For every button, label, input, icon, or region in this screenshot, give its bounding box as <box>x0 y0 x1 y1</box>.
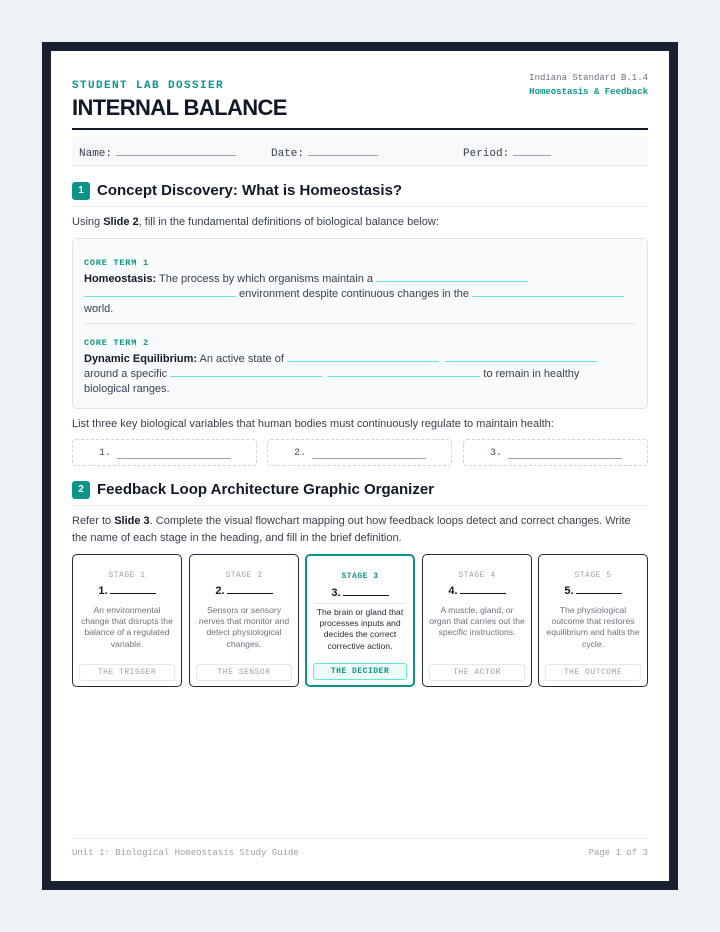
stage-card-highlighted <box>305 554 415 687</box>
header-divider <box>72 128 648 130</box>
stage-tag: THE ACTOR <box>429 664 525 681</box>
section-1-number: 1 <box>72 182 90 200</box>
variable-answer-box[interactable]: 1. <box>72 439 257 466</box>
variables-prompt: List three key biological variables that human bodies must continuously regulate to maintain health: <box>72 418 554 430</box>
stage-label: STAGE 4 <box>458 571 496 580</box>
stage-card <box>72 554 182 687</box>
stage-name-blank[interactable]: 1. <box>73 585 181 597</box>
footer-divider <box>72 838 648 839</box>
document-kicker: STUDENT LAB DOSSIER <box>72 80 225 92</box>
stage-name-blank[interactable]: 2. <box>190 585 298 597</box>
stage-description: An environmental change that disrupts the balance of a regulated variable. <box>81 605 173 649</box>
stage-tag: THE OUTCOME <box>545 664 641 681</box>
stage-name-blank[interactable]: 5. <box>539 585 647 597</box>
blank-input[interactable] <box>376 272 528 282</box>
card-divider <box>83 323 637 324</box>
stage-card <box>422 554 532 687</box>
stage-description: The physiological outcome that restores equilibrium and halts the cycle. <box>546 605 640 649</box>
section-1-divider <box>72 206 648 207</box>
stage-label: STAGE 3 <box>341 572 379 581</box>
variable-answer-box[interactable]: 2. <box>267 439 452 466</box>
stage-card <box>538 554 648 687</box>
blank-input[interactable] <box>84 287 236 297</box>
core-term-1-definition: Homeostasis: The process by which organisms maintain a environment despite continuous changes in the world. <box>84 272 636 317</box>
core-term-1-tag: CORE TERM 1 <box>84 258 149 268</box>
student-info-bar <box>72 136 648 166</box>
section-1-instructions: Using Slide 2, fill in the fundamental definitions of biological balance below: <box>72 216 439 228</box>
blank-input[interactable] <box>445 352 597 362</box>
period-field[interactable]: Period: <box>463 146 551 160</box>
core-term-2-definition: Dynamic Equilibrium: An active state of around a specific to remain in healthy biological ranges. <box>84 352 636 397</box>
blank-input[interactable] <box>170 367 322 377</box>
worksheet-page <box>51 51 669 881</box>
stage-tag: THE DECIDER <box>313 663 407 680</box>
stage-tag: THE SENSOR <box>196 664 292 681</box>
footer-unit-label: Unit 1: Biological Homeostasis Study Guide <box>72 848 299 858</box>
stage-description: The brain or gland that processes inputs and decides the correct corrective action. <box>316 607 404 651</box>
stage-name-blank[interactable]: 4. <box>423 585 531 597</box>
standard-label: Indiana Standard B.1.4 <box>529 73 648 83</box>
page-number: Page 1 of 3 <box>588 848 648 858</box>
stage-description: Sensors or sensory nerves that monitor and detect physiological changes. <box>198 605 290 649</box>
stage-label: STAGE 1 <box>108 571 146 580</box>
core-term-2-tag: CORE TERM 2 <box>84 338 149 348</box>
name-field[interactable]: Name: <box>79 146 236 160</box>
blank-input[interactable] <box>472 287 624 297</box>
topic-label: Homeostasis & Feedback <box>529 87 648 97</box>
date-field[interactable]: Date: <box>271 146 378 160</box>
stage-label: STAGE 5 <box>574 571 612 580</box>
stage-separator <box>315 603 405 604</box>
variable-answer-box[interactable]: 3. <box>463 439 648 466</box>
section-2-instructions: Refer to Slide 3. Complete the visual flowchart mapping out how feedback loops detect and correct changes. Write the name of each stage in the heading, and fill in the brief definition. <box>72 515 631 544</box>
stage-label: STAGE 2 <box>225 571 263 580</box>
blank-input[interactable] <box>328 367 480 377</box>
section-2-title: Feedback Loop Architecture Graphic Organizer <box>97 481 435 498</box>
section-1-title: Concept Discovery: What is Homeostasis? <box>97 182 403 199</box>
section-2-number: 2 <box>72 481 90 499</box>
stage-card <box>189 554 299 687</box>
stage-description: A muscle, gland, or organ that carries out the specific instructions. <box>429 605 525 638</box>
section-2-divider <box>72 505 648 506</box>
page-title: INTERNAL BALANCE <box>72 95 287 120</box>
blank-input[interactable] <box>287 352 439 362</box>
stage-name-blank[interactable]: 3. <box>307 587 413 599</box>
stage-tag: THE TRIGGER <box>79 664 175 681</box>
